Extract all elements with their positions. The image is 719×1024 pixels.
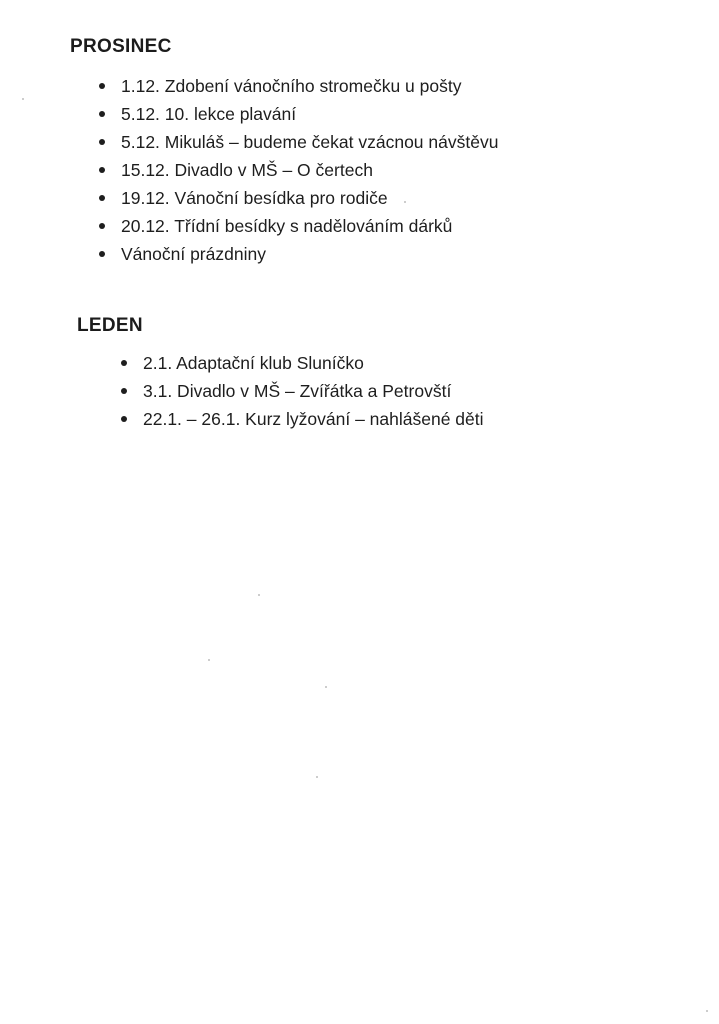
event-text: 3.1. Divadlo v MŠ – Zvířátka a Petrovští [143, 381, 452, 401]
event-text: Vánoční prázdniny [121, 244, 266, 264]
scan-speck [404, 201, 406, 203]
event-text: 5.12. 10. lekce plavání [121, 104, 297, 124]
bullet-icon [99, 83, 105, 89]
event-text: 1.12. Zdobení vánočního stromečku u pošty [121, 76, 462, 96]
bullet-icon [99, 223, 105, 229]
bullet-icon [99, 111, 105, 117]
event-text: 22.1. – 26.1. Kurz lyžování – nahlášené děti [143, 409, 484, 429]
event-text: 20.12. Třídní besídky s nadělováním dárků [121, 216, 453, 236]
scan-speck [706, 1010, 708, 1012]
bullet-icon [121, 388, 127, 394]
bullet-icon [99, 195, 105, 201]
bullet-icon [99, 251, 105, 257]
event-text: 5.12. Mikuláš – budeme čekat vzácnou návštěvu [121, 132, 499, 152]
scan-speck [325, 686, 327, 688]
event-text: 2.1. Adaptační klub Sluníčko [143, 353, 364, 373]
section-heading-prosinec: PROSINEC [70, 36, 172, 57]
bullet-icon [99, 167, 105, 173]
event-text: 15.12. Divadlo v MŠ – O čertech [121, 160, 373, 180]
event-text: 19.12. Vánoční besídka pro rodiče [121, 188, 388, 208]
scan-speck [316, 776, 318, 778]
bullet-icon [121, 360, 127, 366]
scan-speck [208, 659, 210, 661]
bullet-icon [121, 416, 127, 422]
bullet-icon [99, 139, 105, 145]
scan-speck [258, 594, 260, 596]
scan-speck [22, 98, 24, 100]
section-heading-leden: LEDEN [77, 315, 143, 336]
